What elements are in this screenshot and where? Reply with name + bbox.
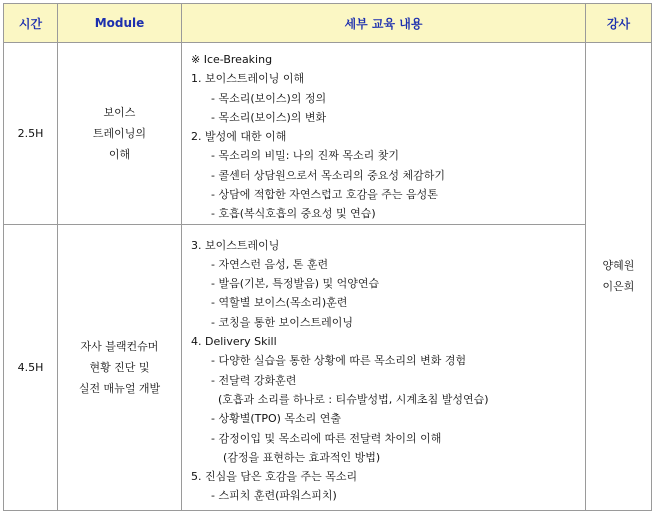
module-line: 실전 매뉴얼 개발 (78, 381, 161, 395)
module-line: 자사 블랙컨슈머 (80, 339, 159, 353)
content-line: (호흡과 소리를 하나로 : 티슈발성법, 시계초침 발성연습) (218, 392, 489, 406)
content-line: 3. 보이스트레이닝 (191, 238, 280, 252)
header-row (4, 4, 652, 43)
module-line: 트레이닝의 (92, 126, 147, 140)
time-cell: 4.5H (4, 224, 58, 510)
content-line: 4. Delivery Skill (191, 335, 277, 349)
curriculum-table (3, 3, 652, 511)
content-line: 1. 보이스트레이닝 이해 (191, 72, 305, 86)
header-time: 시간 (4, 4, 58, 43)
header-content: 세부 교육 내용 (182, 4, 586, 43)
content-line: - 스피치 훈련(파워스피치) (211, 489, 337, 503)
module-line: 보이스 (103, 105, 136, 119)
module-line: 이해 (108, 147, 131, 161)
header-instructor: 강사 (586, 4, 652, 43)
content-cell (182, 43, 586, 225)
content-line: - 역할별 보이스(목소리)훈련 (211, 296, 348, 310)
table-row (4, 43, 652, 225)
content-line: ※ Ice-Breaking (191, 53, 273, 66)
content-line: - 자연스런 음성, 톤 훈련 (211, 257, 329, 271)
instructor-cell (586, 43, 652, 511)
content-line: - 코칭을 통한 보이스트레이닝 (211, 315, 353, 329)
content-line: - 감정이입 및 목소리에 따른 전달력 차이의 이해 (211, 431, 442, 445)
time-cell: 2.5H (4, 43, 58, 225)
module-cell (58, 43, 182, 225)
content-line: - 발음(기본, 특정발음) 및 억양연습 (211, 277, 380, 291)
content-line: - 전달력 강화훈련 (211, 373, 297, 387)
instructor-name: 양혜원 (602, 259, 635, 273)
content-line: 5. 진심을 담은 호감을 주는 목소리 (191, 470, 358, 484)
content-line: - 다양한 실습을 통한 상황에 따른 목소리의 변화 경험 (211, 354, 467, 368)
module-cell (58, 224, 182, 510)
content-line: - 호흡(복식호흡의 중요성 및 연습) (211, 207, 376, 221)
curriculum-table-wrapper (3, 3, 652, 511)
content-line: - 콜센터 상담원으로서 목소리의 중요성 체감하기 (211, 168, 445, 182)
content-line: - 상황별(TPO) 목소리 연출 (211, 412, 342, 426)
content-line: - 목소리의 비밀: 나의 진짜 목소리 찾기 (211, 149, 400, 163)
header-module: Module (58, 4, 182, 43)
content-line: - 목소리(보이스)의 정의 (211, 91, 327, 105)
content-line: - 상담에 적합한 자연스럽고 호감을 주는 음성톤 (211, 188, 438, 202)
instructor-name: 이은희 (602, 280, 635, 294)
content-line: - 목소리(보이스)의 변화 (211, 110, 327, 124)
content-line: (감정을 표현하는 효과적인 방법) (223, 450, 381, 464)
table-row (4, 224, 652, 510)
content-cell (182, 224, 586, 510)
content-line: 2. 발성에 대한 이해 (191, 130, 287, 144)
module-line: 현황 진단 및 (89, 360, 150, 374)
